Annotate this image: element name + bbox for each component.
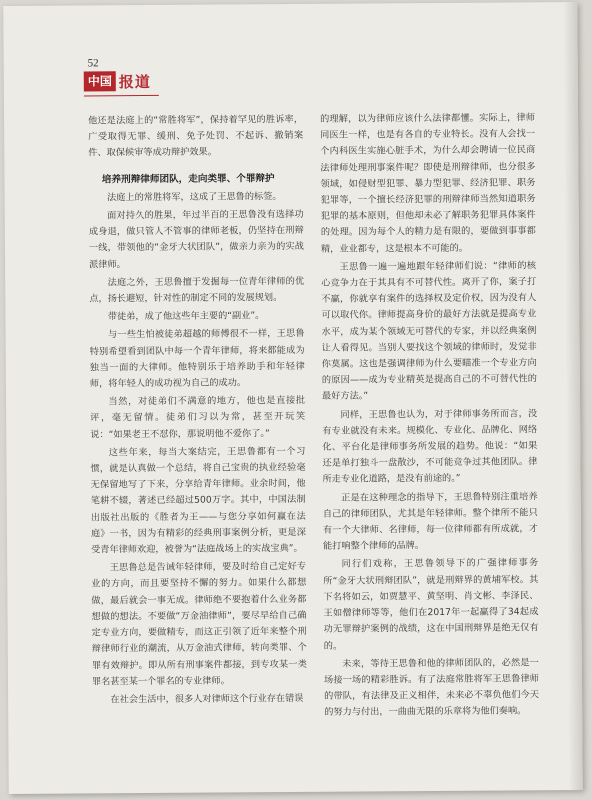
paragraph: 的理解，以为律师应该什么法律都懂。实际上，律师同医生一样，也是有各自的专业特长。没有人会找一个内科医生实施心脏手术，为什么却会聘请一位民商法律师处理刑事案件呢？即使是刑辩律师，也分很多领域，如侵财型犯罪、暴力型犯罪、经济犯罪、职务犯罪等，一个擅长经济犯罪的刑辩律师当然知道职务犯罪的基本原则，但他却未必了解职务犯罪具体案件的处理。因为每个人的精力是有限的，要做到事事都精，业业都专，这是根本不可能的。 [320,112,536,255]
page-spine-shadow [563,2,583,790]
magazine-brand [84,70,151,92]
paragraph: 同行们戏称，王思鲁领导下的广强律师事务所“金牙大状刑辩团队”，就是刑辩界的黄埔军校。其下名将如云，如贾慧平、黄坚明、肖文彬、李泽民、王如僧律师等等，他们在2017年一起赢得了34起成功无罪辩护案例的战绩，这在中国刑辩界是绝无仅有的。 [323,557,539,652]
paragraph: 王思鲁一遍一遍地跟年轻律师们说：“律师的核心竞争力在于其具有不可替代性。离开了你，案子打不赢，你就享有案件的选择权及定价权，因为没有人可以取代你。律师提高身价的最好方法就是提高专业水平，成为某个领域无可替代的专家，并以经典案例让人看得见。当别人要找这个领域的律师时，发觉非你莫属。这也是强调律师为什么要瞄准一个专业方向的原因——成为专业精英是提高自己的不可替代性的最好方法。” [321,260,537,403]
right-column [320,110,539,723]
paragraph: 正是在这种理念的指导下，王思鲁特别注重培养自己的律师团队，尤其是年轻律师。整个律所不能只有一个大律师、名律师，每一位律师都有所成就，才能打响整个律师的品牌。 [322,490,538,553]
brand-text: 报道 [118,72,151,91]
paragraph: 法庭之外，王思鲁擅于发掘每一位青年律师的优点，扬长避短，针对性的制定不同的发展规划。 [89,275,305,305]
paragraph: 在社会生活中，很多人对律师这个行业存在错误 [110,692,304,706]
magazine-page [3,2,582,794]
paragraph: 未来，等待王思鲁和他的律师团队的，必然是一场接一场的精彩胜诉。有了法庭常胜将军王思鲁律师的带队，有法律及正义相伴，未来必不辜负他们今天的努力与付出，一曲曲无限的乐章将为他们奏响。 [323,656,540,719]
brand-rule [84,95,159,97]
section-heading: 培养刑辩律师团队，走向类罪、个罪辩护 [101,172,275,185]
paragraph: 这些年来，每当大案结完，王思鲁都有一个习惯，就是认真做一个总结，将自己宝贵的执业经验毫无保留地写了下来，分享给青年律师。业余时间，他笔耕不辍，著述已经超过500万字。其中，中国法制出版社出版的《胜者为王——与您分享如何赢在法庭》一书，因为有精彩的经典刑事案例分析，更是深受青年律师欢迎，被誉为“法庭战场上的实战宝典”。 [90,445,306,556]
paragraph: 带徒弟，成了他这些年主要的“副业”。 [107,310,265,323]
paragraph: 王思鲁总是告诫年轻律师，要及时给自己定好专业的方向，而且要坚持不懈的努力。如果什么都想做，最后就会一事无成。律师绝不要抱着什么业务都想做的想法。不要做“万金油律师”，要尽早给自己确定专业方向，要做精专，而这正引领了近年来整个刑辩律师行业的潮流，从万金油式律师，转向类罪、个罪有效辩护。即从所有刑事案件都接，到专攻某一类罪名甚至某一个罪名的专业律师。 [91,561,307,688]
page-number: 52 [87,57,99,70]
left-column [88,112,307,711]
paragraph: 当然，对徒弟们不满意的地方，他也是直接批评，毫无留情。徒弟们习以为常，甚至开玩笑说：“如果老王不怼你，那说明他不爱你了。” [90,395,306,441]
brand-box: 中国 [84,71,116,91]
paragraph: 与一些生怕被徒弟超越的师傅很不一样，王思鲁特别希望看到团队中每一个青年律师，将来都能成为独当一面的大律师。他特别乐于培养助手和年轻律师，将年轻人的成功视为自己的成功。 [89,328,305,390]
paragraph: 他还是法庭上的“常胜将军”，保持着罕见的胜诉率，广受取得无罪、缓刑、免予处罚、不起诉、撤销案件、取保候审等成功辩护效果。 [88,113,304,159]
paragraph: 同样，王思鲁也认为，对于律师事务所而言，没有专业就没有未来。规模化、专业化、品牌化、网络化、平台化是律师事务所发展的趋势。他说：“如果还是单打独斗一盘散沙，不可能竞争过其他团队。律所走专业化道路，是没有前途的。” [322,407,538,486]
paragraph: 面对持久的胜果，年过半百的王思鲁没有选择功成身退，做只管人不管事的律师老板，仍坚持在刑辩一线，带领他的“金牙大状团队”，做亲力亲为的实战派律师。 [88,208,304,271]
paragraph: 法庭上的常胜将军，这成了王思鲁的标签。 [106,190,282,204]
